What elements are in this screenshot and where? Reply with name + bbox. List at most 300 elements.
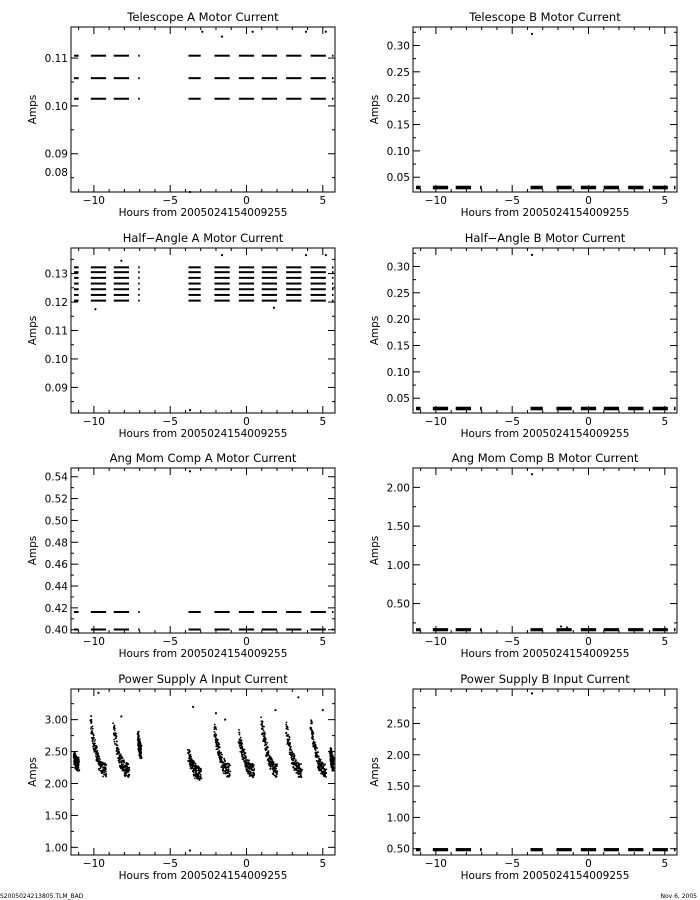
chart-3-points xyxy=(74,254,333,411)
chart-7-point xyxy=(78,759,80,761)
chart-6-xtick-label: 5 xyxy=(661,636,669,648)
chart-7-point xyxy=(222,768,224,770)
chart-7-point xyxy=(326,768,328,770)
chart-7-point xyxy=(102,776,104,778)
chart-8-points xyxy=(416,692,675,850)
chart-3-ytick-label: 0.13 xyxy=(44,268,68,281)
chart-1-xtick-label: −5 xyxy=(162,195,178,207)
chart-7-point xyxy=(93,734,95,736)
chart-7-ytick-label: 2.00 xyxy=(44,778,68,791)
chart-2-ytick-label: 0.25 xyxy=(386,66,410,79)
chart-7-point xyxy=(195,763,197,765)
chart-7-point xyxy=(122,764,124,766)
chart-4-plot-frame xyxy=(413,248,677,413)
chart-7-point xyxy=(105,764,107,766)
chart-7-point xyxy=(293,757,295,759)
chart-7-point xyxy=(98,761,100,763)
chart-7-point xyxy=(115,737,117,739)
chart-7-point xyxy=(299,766,301,768)
chart-7-point xyxy=(296,763,298,765)
chart-2-xtick-label: 5 xyxy=(661,195,669,207)
chart-7-point xyxy=(264,732,266,734)
chart-7-point xyxy=(265,740,267,742)
chart-7-point xyxy=(275,768,277,770)
chart-6-ytick-label: 1.00 xyxy=(386,559,410,572)
chart-7-point xyxy=(97,754,99,756)
chart-1-ytick-label: 0.10 xyxy=(44,100,68,113)
chart-1-ytick-label-extra: 0.08 xyxy=(44,167,68,179)
chart-7-point xyxy=(253,768,255,770)
chart-7-points xyxy=(73,692,335,852)
chart-7-point xyxy=(273,763,275,765)
chart-5-plot-frame xyxy=(71,468,335,633)
chart-2-title: Telescope B Motor Current xyxy=(469,10,621,24)
chart-3-title: Half−Angle A Motor Current xyxy=(122,231,284,245)
chart-2 xyxy=(369,10,677,219)
chart-6-ytick-label: 2.00 xyxy=(386,482,410,495)
chart-4-xtick-label: 0 xyxy=(585,416,592,428)
chart-7-point xyxy=(217,743,219,745)
chart-7-point xyxy=(105,776,107,778)
chart-3-xtick-label: −10 xyxy=(82,416,105,428)
chart-7-point xyxy=(128,774,130,776)
chart-3-xtick-label: 5 xyxy=(319,416,327,428)
chart-4-outlier-point xyxy=(531,254,533,256)
chart-7-point xyxy=(330,748,332,750)
chart-7-point xyxy=(285,724,287,726)
chart-7-point xyxy=(240,737,242,739)
chart-7-point xyxy=(270,767,272,769)
chart-7-title: Power Supply A Input Current xyxy=(118,672,288,686)
chart-6-plot-frame xyxy=(413,468,677,633)
chart-2-ytick-label: 0.15 xyxy=(386,119,410,132)
chart-7-point xyxy=(123,761,125,763)
chart-7-point xyxy=(241,753,243,755)
chart-7-outlier-point xyxy=(274,709,276,711)
chart-7-point xyxy=(99,758,101,760)
chart-7-point xyxy=(228,771,230,773)
chart-1-outlier-point xyxy=(251,31,253,33)
chart-3 xyxy=(27,231,335,440)
chart-7-point xyxy=(198,775,200,777)
chart-7-point xyxy=(325,772,327,774)
chart-3-xlabel: Hours from 2005024154009255 xyxy=(118,428,288,440)
chart-8-title: Power Supply B Input Current xyxy=(460,672,630,686)
chart-7-outlier-point xyxy=(322,709,324,711)
chart-7-xtick-label: −10 xyxy=(82,858,105,870)
chart-7-point xyxy=(104,766,106,768)
chart-7-point xyxy=(245,761,247,763)
chart-6-title: Ang Mom Comp B Motor Current xyxy=(451,451,639,465)
chart-7-point xyxy=(276,763,278,765)
chart-7-point xyxy=(94,743,96,745)
chart-7-point xyxy=(301,776,303,778)
chart-7-point xyxy=(201,778,203,780)
chart-1-outlier-point xyxy=(325,31,327,33)
chart-7-point xyxy=(114,730,116,732)
chart-7-point xyxy=(215,727,217,729)
chart-7-point xyxy=(114,727,116,729)
chart-7-point xyxy=(245,758,247,760)
chart-7-point xyxy=(289,753,291,755)
chart-1-xtick-label: 0 xyxy=(243,195,250,207)
chart-8-xtick-label: 0 xyxy=(585,858,592,870)
chart-7-point xyxy=(249,771,251,773)
chart-7-point xyxy=(93,737,95,739)
chart-7-point xyxy=(261,720,263,722)
chart-7-point xyxy=(101,765,103,767)
chart-4-xtick-label: −5 xyxy=(504,416,520,428)
chart-7-point xyxy=(224,760,226,762)
chart-7 xyxy=(27,672,335,882)
chart-1-xtick-label: −10 xyxy=(82,195,105,207)
chart-7-point xyxy=(116,740,118,742)
chart-7-point xyxy=(188,753,190,755)
chart-5-ytick-label: 0.50 xyxy=(44,515,68,528)
chart-7-point xyxy=(291,751,293,753)
chart-7-point xyxy=(137,732,139,734)
chart-5-ylabel: Amps xyxy=(27,535,39,566)
chart-2-xtick-label: −5 xyxy=(504,195,520,207)
chart-7-point xyxy=(316,747,318,749)
chart-5-ytick-label: 0.44 xyxy=(44,581,68,594)
chart-7-point xyxy=(105,768,107,770)
chart-7-point xyxy=(266,742,268,744)
chart-4-xtick-label: −10 xyxy=(424,416,447,428)
chart-7-point xyxy=(94,739,96,741)
chart-7-point xyxy=(128,767,130,769)
chart-7-point xyxy=(286,722,288,724)
chart-4-ytick-label: 0.25 xyxy=(386,287,410,300)
chart-7-point xyxy=(241,746,243,748)
chart-7-point xyxy=(289,738,291,740)
chart-7-point xyxy=(221,756,223,758)
chart-7-point xyxy=(117,747,119,749)
chart-7-point xyxy=(91,730,93,732)
chart-7-point xyxy=(112,722,114,724)
chart-7-point xyxy=(218,750,220,752)
chart-7-point xyxy=(92,732,94,734)
chart-5-points xyxy=(74,470,333,629)
chart-7-point xyxy=(320,773,322,775)
chart-2-ytick-label: 0.10 xyxy=(386,145,410,158)
chart-7-point xyxy=(324,763,326,765)
chart-7-point xyxy=(263,726,265,728)
chart-7-point xyxy=(300,763,302,765)
chart-7-point xyxy=(333,763,335,765)
chart-7-point xyxy=(220,752,222,754)
chart-7-point xyxy=(221,754,223,756)
chart-7-point xyxy=(219,747,221,749)
chart-7-point xyxy=(115,733,117,735)
chart-7-point xyxy=(90,715,92,717)
chart-7-point xyxy=(285,732,287,734)
chart-7-point xyxy=(96,750,98,752)
chart-7-point xyxy=(265,755,267,757)
chart-7-point xyxy=(324,770,326,772)
chart-1-ytick-label: 0.11 xyxy=(44,53,68,66)
chart-5-xlabel: Hours from 2005024154009255 xyxy=(118,648,288,660)
chart-3-outlier-point xyxy=(325,254,327,256)
chart-7-point xyxy=(312,736,314,738)
chart-7-point xyxy=(244,749,246,751)
chart-7-point xyxy=(287,729,289,731)
chart-8-xlabel: Hours from 2005024154009255 xyxy=(460,870,630,882)
chart-7-xtick-label: −5 xyxy=(162,858,178,870)
chart-7-point xyxy=(78,763,80,765)
chart-7-point xyxy=(118,752,120,754)
chart-7-point xyxy=(118,749,120,751)
chart-7-point xyxy=(298,764,300,766)
chart-5-ytick-label: 0.40 xyxy=(44,624,68,637)
chart-7-point xyxy=(117,744,119,746)
chart-7-point xyxy=(196,770,198,772)
chart-6 xyxy=(369,451,677,660)
chart-8 xyxy=(369,672,677,882)
chart-5 xyxy=(27,451,335,660)
chart-5-title: Ang Mom Comp A Motor Current xyxy=(109,451,297,465)
chart-7-point xyxy=(239,734,241,736)
chart-7-xtick-label: 5 xyxy=(319,858,327,870)
chart-8-ytick-label: 1.00 xyxy=(386,812,410,825)
chart-4-title: Half−Angle B Motor Current xyxy=(464,231,626,245)
chart-2-ylabel: Amps xyxy=(369,94,381,125)
chart-3-ytick-label: 0.12 xyxy=(44,297,68,310)
chart-1-title: Telescope A Motor Current xyxy=(127,10,279,24)
chart-7-point xyxy=(78,769,80,771)
chart-5-xtick-label: −10 xyxy=(82,636,105,648)
chart-5-xtick-label: −5 xyxy=(162,636,178,648)
chart-7-point xyxy=(291,755,293,757)
chart-1-ylabel: Amps xyxy=(27,94,39,125)
chart-3-ytick-label: 0.10 xyxy=(44,353,68,366)
chart-7-point xyxy=(105,773,107,775)
chart-7-ytick-label: 3.00 xyxy=(44,714,68,727)
chart-6-ytick-label: 1.50 xyxy=(386,521,410,534)
chart-1-outlier-point xyxy=(189,191,191,193)
chart-7-point xyxy=(300,772,302,774)
chart-7-point xyxy=(315,749,317,751)
chart-7-point xyxy=(116,736,118,738)
chart-7-point xyxy=(333,757,335,759)
chart-7-point xyxy=(253,772,255,774)
chart-2-xtick-label: −10 xyxy=(424,195,447,207)
chart-4-ylabel: Amps xyxy=(369,315,381,346)
chart-7-point xyxy=(91,740,93,742)
chart-7-point xyxy=(238,732,240,734)
chart-1-outlier-point xyxy=(221,35,223,37)
chart-7-point xyxy=(332,765,334,767)
chart-7-point xyxy=(239,738,241,740)
chart-7-point xyxy=(331,751,333,753)
chart-4-ytick-label: 0.15 xyxy=(386,340,410,353)
chart-7-point xyxy=(260,716,262,718)
chart-7-point xyxy=(315,744,317,746)
chart-7-point xyxy=(199,771,201,773)
chart-7-point xyxy=(289,743,291,745)
chart-7-point xyxy=(271,758,273,760)
chart-7-point xyxy=(198,767,200,769)
chart-7-point xyxy=(316,752,318,754)
chart-7-point xyxy=(300,773,302,775)
chart-7-point xyxy=(311,722,313,724)
chart-7-point xyxy=(250,772,252,774)
chart-7-point xyxy=(74,753,76,755)
chart-3-ytick-label: 0.11 xyxy=(44,325,68,338)
chart-2-plot-frame xyxy=(413,27,677,192)
chart-7-point xyxy=(222,770,224,772)
chart-3-outlier-point xyxy=(189,409,191,411)
chart-7-point xyxy=(332,769,334,771)
chart-7-point xyxy=(318,755,320,757)
chart-7-point xyxy=(320,770,322,772)
chart-2-points xyxy=(416,33,675,189)
chart-3-outlier-point xyxy=(94,308,96,310)
chart-7-point xyxy=(90,727,92,729)
chart-2-ytick-label: 0.20 xyxy=(386,93,410,106)
chart-7-point xyxy=(194,777,196,779)
chart-7-point xyxy=(287,739,289,741)
chart-7-point xyxy=(228,769,230,771)
chart-4-ytick-label: 0.05 xyxy=(386,393,410,406)
chart-7-point xyxy=(293,759,295,761)
chart-6-outlier-point xyxy=(531,473,533,475)
chart-7-point xyxy=(267,751,269,753)
chart-7-point xyxy=(325,776,327,778)
chart-8-outlier-point xyxy=(531,692,533,694)
chart-6-points xyxy=(416,473,675,630)
chart-7-point xyxy=(199,776,201,778)
chart-1-outlier-point xyxy=(201,31,203,33)
chart-7-point xyxy=(245,752,247,754)
chart-7-point xyxy=(319,759,321,761)
chart-7-point xyxy=(229,774,231,776)
chart-7-point xyxy=(189,750,191,752)
chart-2-ytick-label: 0.05 xyxy=(386,172,410,185)
chart-7-point xyxy=(238,729,240,731)
chart-7-point xyxy=(295,759,297,761)
chart-7-plot-frame xyxy=(71,689,335,855)
chart-7-point xyxy=(217,739,219,741)
chart-5-ytick-label: 0.52 xyxy=(44,493,68,506)
chart-7-point xyxy=(74,752,76,754)
chart-6-ytick-label: 0.50 xyxy=(386,598,410,611)
chart-7-point xyxy=(240,744,242,746)
chart-7-point xyxy=(118,751,120,753)
chart-7-ytick-label: 1.50 xyxy=(44,810,68,823)
chart-8-xtick-label: −5 xyxy=(504,858,520,870)
chart-3-outlier-point xyxy=(273,307,275,309)
chart-7-point xyxy=(248,759,250,761)
chart-7-point xyxy=(276,775,278,777)
chart-7-outlier-point xyxy=(120,715,122,717)
chart-7-point xyxy=(114,724,116,726)
chart-7-point xyxy=(222,761,224,763)
chart-7-point xyxy=(332,767,334,769)
chart-7-point xyxy=(252,776,254,778)
chart-5-ytick-label: 0.48 xyxy=(44,537,68,550)
chart-1-ytick-label: 0.09 xyxy=(44,148,68,161)
chart-8-ytick-label: 0.50 xyxy=(386,843,410,856)
chart-7-point xyxy=(249,767,251,769)
chart-3-xtick-label: 0 xyxy=(243,416,250,428)
chart-7-point xyxy=(223,758,225,760)
chart-7-point xyxy=(140,752,142,754)
chart-8-ytick-label: 1.50 xyxy=(386,781,410,794)
chart-2-ytick-label: 0.30 xyxy=(386,40,410,53)
chart-7-point xyxy=(91,721,93,723)
chart-7-point xyxy=(78,757,80,759)
chart-7-point xyxy=(266,749,268,751)
chart-1-plot-frame xyxy=(71,27,335,192)
chart-7-outlier-point xyxy=(297,696,299,698)
chart-7-point xyxy=(140,755,142,757)
chart-7-xlabel: Hours from 2005024154009255 xyxy=(118,870,288,882)
chart-7-point xyxy=(113,739,115,741)
chart-7-point xyxy=(313,738,315,740)
chart-7-point xyxy=(332,761,334,763)
chart-7-point xyxy=(214,724,216,726)
chart-8-plot-frame xyxy=(413,689,677,855)
chart-5-ytick-label: 0.46 xyxy=(44,559,68,572)
chart-7-point xyxy=(286,728,288,730)
chart-7-point xyxy=(124,775,126,777)
chart-7-point xyxy=(77,766,79,768)
chart-7-point xyxy=(261,722,263,724)
chart-7-ytick-label: 2.50 xyxy=(44,746,68,759)
chart-7-point xyxy=(200,774,202,776)
chart-7-point xyxy=(190,756,192,758)
chart-5-ytick-label: 0.54 xyxy=(44,471,68,484)
chart-7-point xyxy=(263,730,265,732)
chart-7-point xyxy=(223,772,225,774)
chart-7-point xyxy=(332,759,334,761)
chart-4 xyxy=(369,231,677,440)
chart-8-ytick-label: 2.00 xyxy=(386,749,410,762)
chart-7-outlier-point xyxy=(215,712,217,714)
chart-2-xtick-label: 0 xyxy=(585,195,592,207)
chart-7-point xyxy=(122,757,124,759)
chart-7-outlier-point xyxy=(224,719,226,721)
chart-7-point xyxy=(105,771,107,773)
chart-7-outlier-point xyxy=(189,849,191,851)
chart-7-xtick-label: 0 xyxy=(243,858,250,870)
chart-4-ytick-label: 0.10 xyxy=(386,366,410,379)
chart-4-ytick-label: 0.30 xyxy=(386,261,410,274)
chart-6-ylabel: Amps xyxy=(369,535,381,566)
chart-7-point xyxy=(289,737,291,739)
chart-1-xlabel: Hours from 2005024154009255 xyxy=(118,207,288,219)
chart-7-point xyxy=(262,727,264,729)
chart-6-xlabel: Hours from 2005024154009255 xyxy=(460,648,630,660)
chart-7-point xyxy=(316,754,318,756)
chart-7-outlier-point xyxy=(97,692,99,694)
chart-6-xtick-label: 0 xyxy=(585,636,592,648)
chart-6-outlier-point xyxy=(560,625,562,627)
chart-3-outlier-point xyxy=(221,254,223,256)
chart-7-point xyxy=(229,764,231,766)
chart-7-point xyxy=(265,744,267,746)
chart-5-xtick-label: 0 xyxy=(243,636,250,648)
chart-4-ytick-label: 0.20 xyxy=(386,314,410,327)
chart-7-point xyxy=(95,747,97,749)
chart-7-point xyxy=(99,764,101,766)
chart-7-point xyxy=(138,735,140,737)
chart-7-point xyxy=(291,749,293,751)
chart-7-point xyxy=(191,758,193,760)
chart-7-point xyxy=(253,766,255,768)
chart-7-point xyxy=(127,764,129,766)
